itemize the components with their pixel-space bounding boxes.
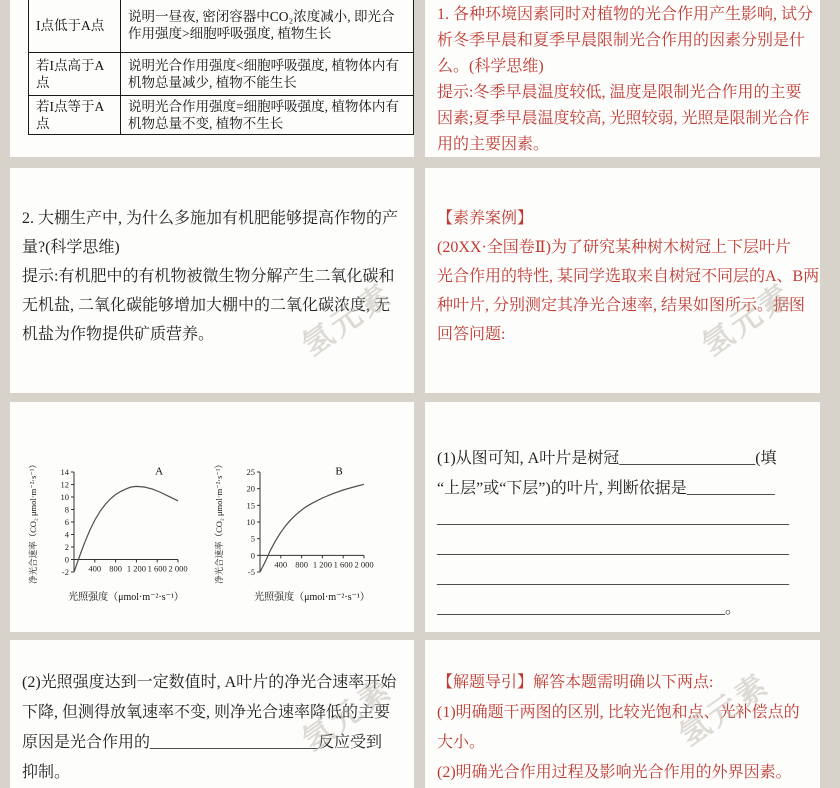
svg-text:6: 6 bbox=[64, 517, 69, 527]
blank1-text bbox=[425, 402, 820, 624]
text-line: “上层”或“下层”)的叶片, 判断依据是___________ bbox=[437, 480, 775, 497]
text-line: ____________________________________________ bbox=[437, 510, 789, 527]
text-line: 种叶片, 分别测定其净光合速率, 结果如图所示。据图 bbox=[437, 297, 806, 314]
text-line: (20XX·全国卷Ⅱ)为了研究某种树木树冠上下层叶片 bbox=[437, 239, 791, 256]
svg-text:光照强度（μmol·m⁻²·s⁻¹）: 光照强度（μmol·m⁻²·s⁻¹） bbox=[254, 592, 370, 603]
text-line: 提示:有机肥中的有机物被微生物分解产生二氧化碳和 bbox=[22, 268, 395, 285]
svg-text:1 600: 1 600 bbox=[147, 563, 167, 574]
text-line: 无机盐, 二氧化碳能够增加大棚中的二氧化碳浓度, 无 bbox=[22, 297, 391, 314]
slide-panel-charts bbox=[10, 402, 414, 632]
chart-leaf-B bbox=[210, 458, 380, 613]
text-line: ____________________________________________ bbox=[437, 540, 789, 557]
text-line: 析冬季早晨和夏季早晨限制光合作用的因素分别是什 bbox=[437, 32, 806, 49]
table-cell-term: 若I点等于A点 bbox=[29, 96, 121, 135]
svg-text:800: 800 bbox=[295, 559, 308, 570]
point-comparison-table bbox=[28, 0, 414, 135]
svg-text:1 200: 1 200 bbox=[126, 563, 146, 574]
slide-panel-guide bbox=[425, 640, 820, 788]
slide-panel-question2 bbox=[10, 168, 414, 393]
question1-text bbox=[425, 0, 820, 157]
svg-text:0: 0 bbox=[64, 554, 69, 565]
text-line: 回答问题: bbox=[437, 326, 506, 343]
svg-text:4: 4 bbox=[64, 529, 69, 540]
case-text bbox=[425, 168, 820, 349]
text-line: 用的主要因素。 bbox=[437, 136, 550, 153]
text-line: 因素;夏季早晨温度较高, 光照较弱, 光照是限制光合作 bbox=[437, 110, 810, 127]
text-line: 提示:冬季早晨温度较低, 温度是限制光合作用的主要 bbox=[437, 84, 802, 101]
svg-text:2: 2 bbox=[64, 542, 69, 552]
chart-leaf-A bbox=[24, 458, 194, 613]
svg-text:5: 5 bbox=[250, 533, 255, 544]
svg-text:20: 20 bbox=[246, 483, 255, 494]
svg-text:-2: -2 bbox=[61, 567, 69, 577]
svg-text:-5: -5 bbox=[247, 567, 255, 577]
watermark: 氢元素 bbox=[696, 277, 800, 363]
text-line: 2. 大棚生产中, 为什么多施加有机肥能够提高作物的产 bbox=[22, 210, 399, 227]
svg-text:10: 10 bbox=[246, 517, 255, 527]
text-line: 抑制。 bbox=[22, 764, 71, 781]
svg-text:800: 800 bbox=[109, 563, 122, 574]
text-line: (1)明确题干两图的区别, 比较光饱和点、光补偿点的 bbox=[437, 704, 800, 721]
text-line: 量?(科学思维) bbox=[22, 239, 120, 256]
text-line: (1)从图可知, A叶片是树冠_________________(填 bbox=[437, 450, 777, 467]
text-line: 1. 各种环境因素同时对植物的光合作用产生影响, 试分 bbox=[437, 6, 814, 23]
table-row bbox=[29, 53, 414, 96]
svg-text:400: 400 bbox=[88, 563, 102, 574]
question2-text bbox=[10, 168, 414, 349]
svg-text:B: B bbox=[335, 465, 343, 478]
slide-panel-blank1 bbox=[425, 402, 820, 632]
table-cell-desc: 说明光合作用强度<细胞呼吸强度, 植物体内有机物总量减少, 植物不能生长 bbox=[121, 53, 414, 96]
svg-text:光照强度（μmol·m⁻²·s⁻¹）: 光照强度（μmol·m⁻²·s⁻¹） bbox=[68, 592, 184, 603]
svg-text:A: A bbox=[155, 465, 164, 478]
text-line: 机盐为作物提供矿质营养。 bbox=[22, 326, 215, 343]
svg-text:1 600: 1 600 bbox=[333, 559, 353, 570]
watermark: 氢元素 bbox=[296, 672, 400, 758]
table-cell-desc: 说明光合作用强度=细胞呼吸强度, 植物体内有机物总量不变, 植物不生长 bbox=[121, 96, 414, 135]
slide-panel-case bbox=[425, 168, 820, 393]
blank2-text bbox=[10, 640, 414, 788]
table-row bbox=[29, 0, 414, 53]
svg-text:2 000: 2 000 bbox=[168, 563, 188, 574]
svg-text:14: 14 bbox=[60, 467, 69, 477]
guide-text bbox=[425, 640, 820, 788]
slide-panel-blank2 bbox=[10, 640, 414, 788]
svg-text:10: 10 bbox=[60, 492, 69, 502]
svg-text:1 200: 1 200 bbox=[312, 559, 332, 570]
table-cell-term: 若I点高于A点 bbox=[29, 53, 121, 96]
text-line: 下降, 但测得放氧速率不变, 则净光合速率降低的主要 bbox=[22, 704, 391, 721]
text-line: 光合作用的特性, 某同学选取来自树冠不同层的A、B两 bbox=[437, 268, 820, 285]
svg-text:25: 25 bbox=[246, 467, 255, 477]
text-line: 【素养案例】 bbox=[437, 210, 534, 227]
svg-text:8: 8 bbox=[64, 504, 69, 515]
text-line: ____________________________________。 bbox=[437, 600, 742, 617]
table-cell-desc: 说明一昼夜, 密闭容器中CO₂浓度减小, 即光合作用强度>细胞呼吸强度, 植物生长 bbox=[121, 0, 414, 53]
text-line: 【解题导引】解答本题需明确以下两点: bbox=[437, 674, 714, 691]
slide-panel-table bbox=[10, 0, 414, 157]
svg-text:2 000: 2 000 bbox=[354, 559, 374, 570]
svg-text:12: 12 bbox=[60, 479, 69, 490]
slide-panel-question1 bbox=[425, 0, 820, 157]
svg-text:400: 400 bbox=[274, 559, 288, 570]
table-row bbox=[29, 96, 414, 135]
text-line: (2)明确光合作用过程及影响光合作用的外界因素。 bbox=[437, 764, 792, 781]
text-line: ____________________________________________ bbox=[437, 570, 789, 587]
svg-text:0: 0 bbox=[250, 550, 255, 561]
text-line: 大小。 bbox=[437, 734, 486, 751]
svg-text:净光合速率（CO₂ μmol·m⁻²·s⁻¹）: 净光合速率（CO₂ μmol·m⁻²·s⁻¹） bbox=[214, 460, 224, 584]
text-line: 么。(科学思维) bbox=[437, 58, 544, 75]
watermark: 氢元素 bbox=[673, 667, 777, 753]
watermark: 氢元素 bbox=[296, 277, 400, 363]
text-line: 原因是光合作用的_____________________反应受到 bbox=[22, 734, 383, 751]
svg-text:15: 15 bbox=[246, 500, 255, 511]
table-cell-term: I点低于A点 bbox=[29, 0, 121, 53]
text-line: (2)光照强度达到一定数值时, A叶片的净光合速率开始 bbox=[22, 674, 397, 691]
svg-text:净光合速率（CO₂ μmol·m⁻²·s⁻¹）: 净光合速率（CO₂ μmol·m⁻²·s⁻¹） bbox=[28, 460, 38, 584]
